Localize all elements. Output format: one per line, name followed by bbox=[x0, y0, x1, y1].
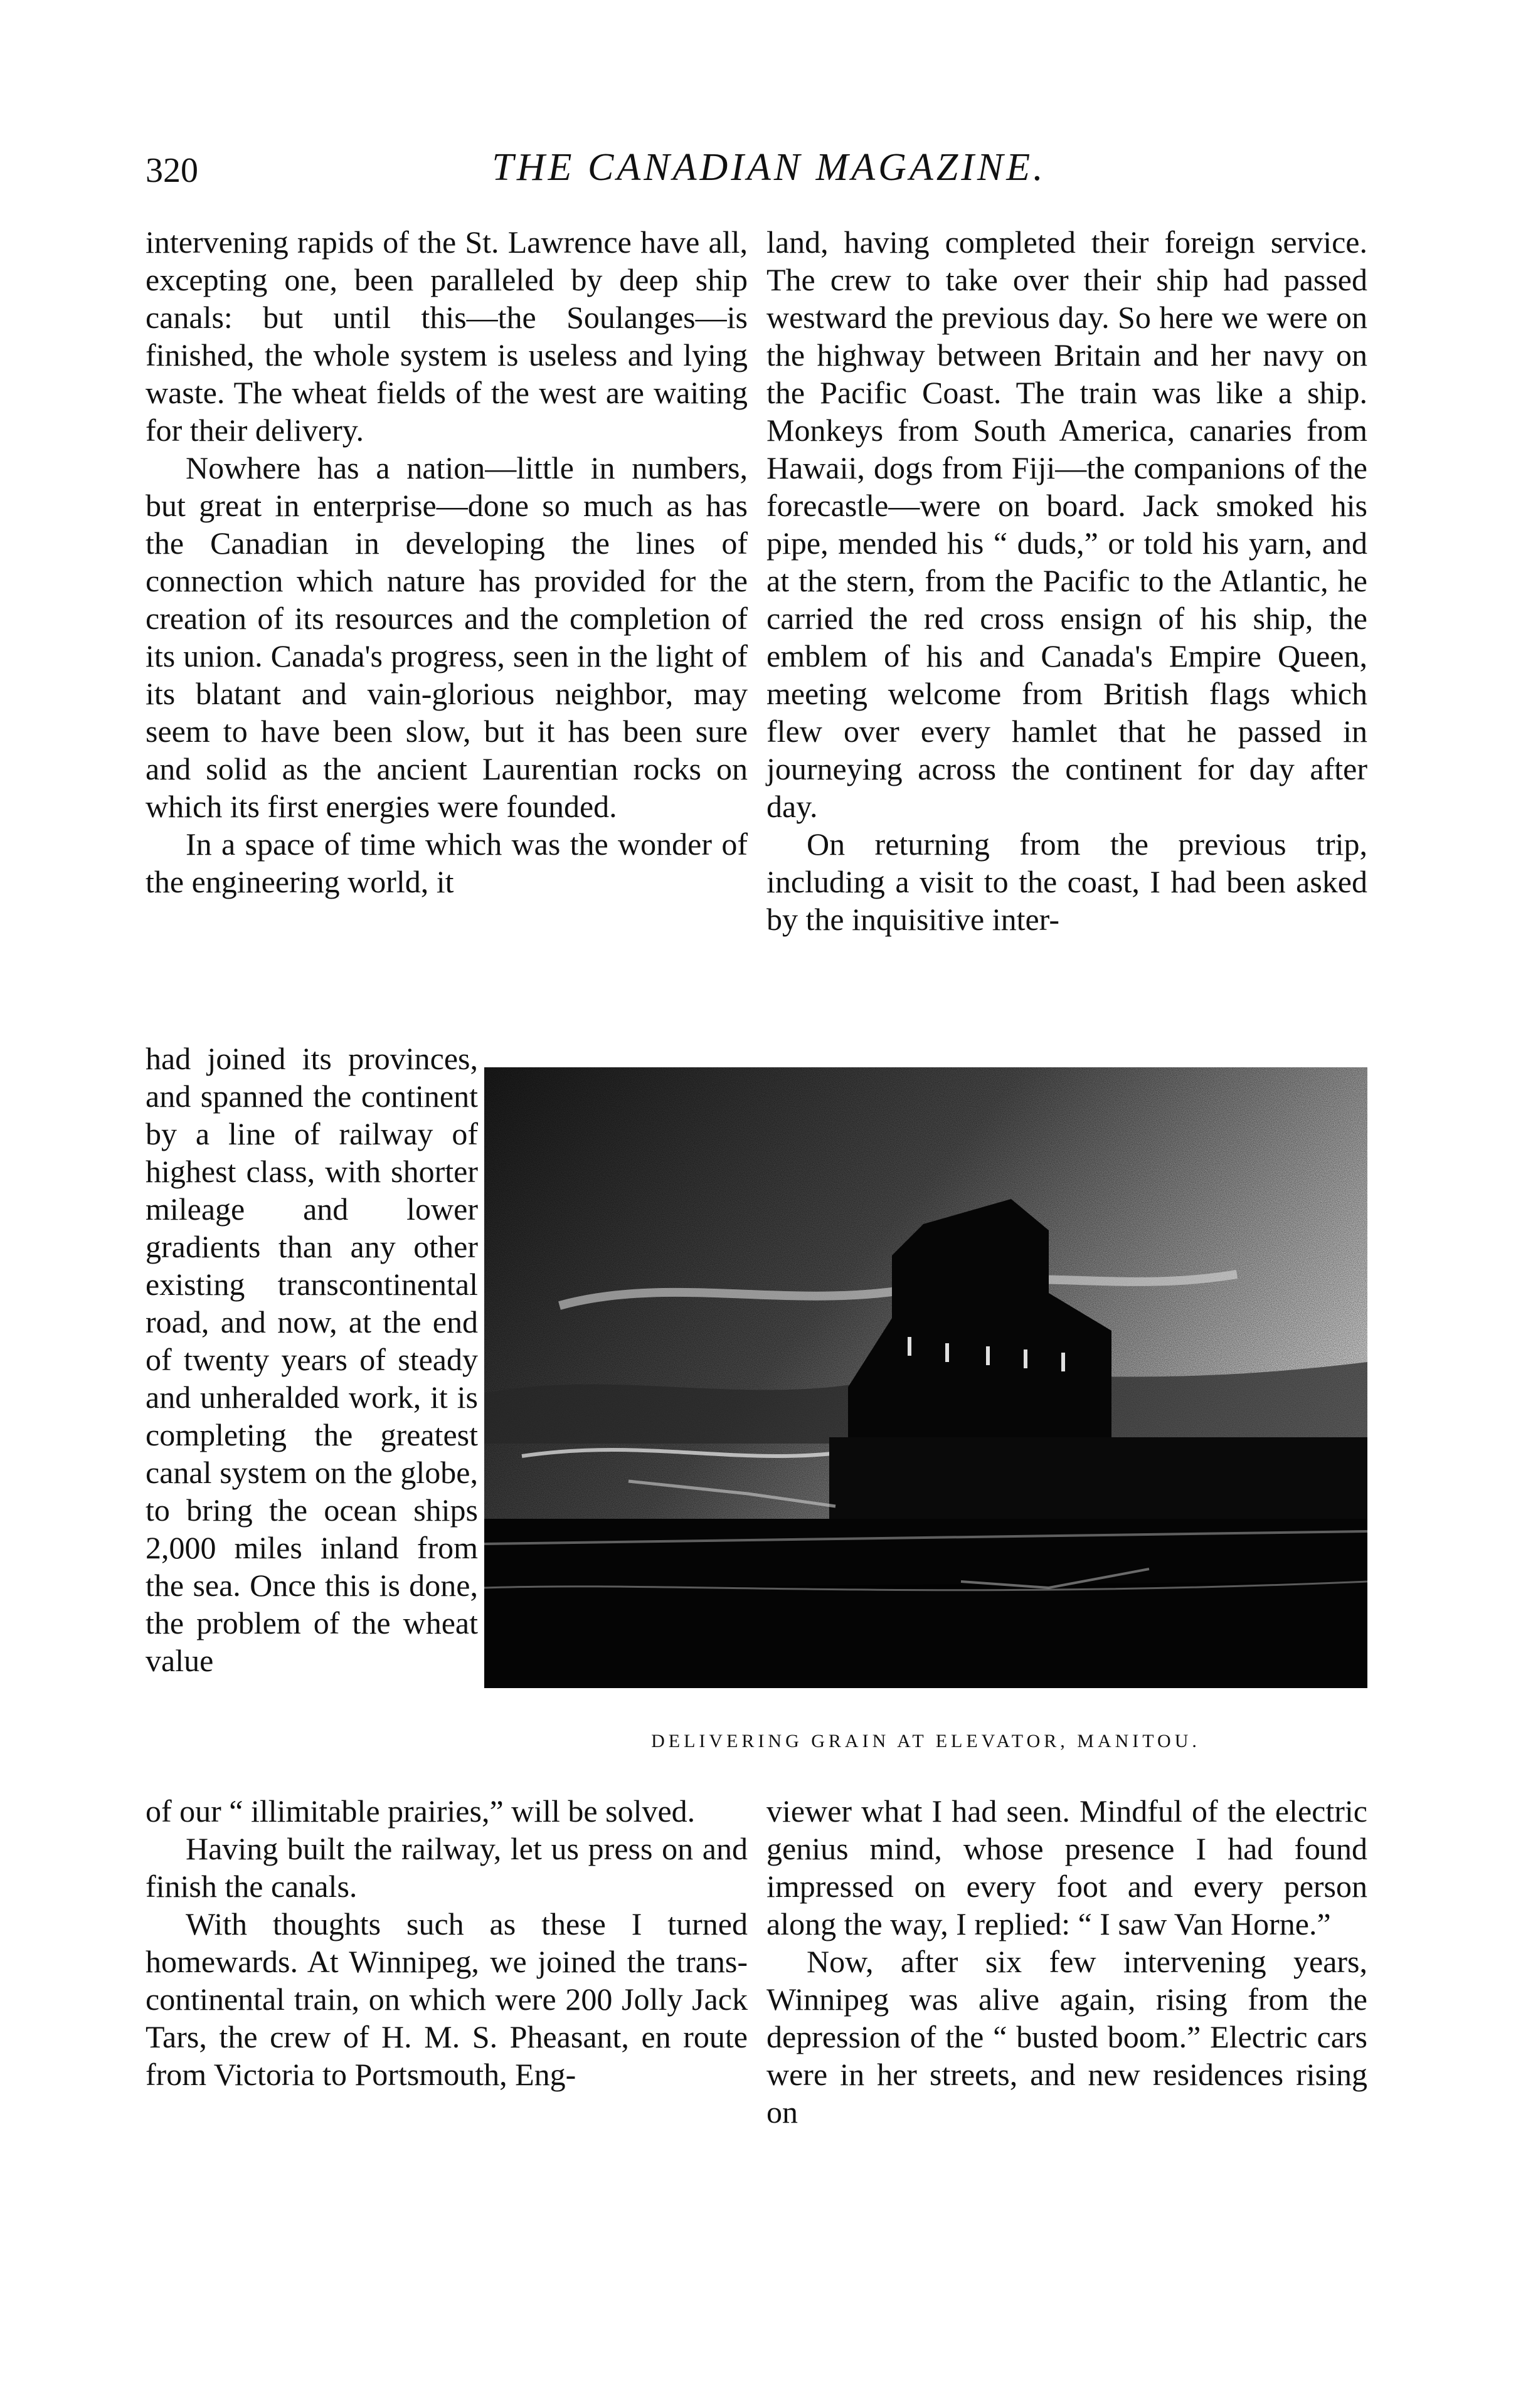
grain-elevator-photo bbox=[484, 1067, 1367, 1688]
left-column-bottom bbox=[146, 1792, 748, 2093]
paragraph: Nowhere has a nation—little in numbers, but great in enterprise—done so much as has the Canadian in developing the lines of connection which nature has provided for the creation of its resources and the completion of its union. Canada's progress, seen in the light of its blatant and vain-glorious neighbor, may seem to have been slow, but it has been sure and solid as the ancient Laurentian rocks on which its first energies were founded. bbox=[146, 450, 748, 824]
paragraph: In a space of time which was the wonder of the engineering world, it bbox=[146, 826, 748, 899]
paragraph: Having built the railway, let us press on and finish the canals. bbox=[146, 1831, 748, 1904]
paragraph: viewer what I had seen. Mindful of the electric genius mind, whose presence I had found impressed on every foot and every person along the way, I replied: “ I saw Van Horne.” bbox=[766, 1793, 1367, 1941]
right-column-top bbox=[766, 223, 1367, 938]
left-column-top bbox=[146, 223, 748, 900]
paragraph: On returning from the previous trip, including a visit to the coast, I had been asked by the inquisitive inter- bbox=[766, 826, 1367, 937]
paragraph: land, having completed their foreign service. The crew to take over their ship had passed westward the previous day. So here we were on the highway between Britain and her navy on the Pacific Coast. The train was like a ship. Monkeys from South America, canaries from Hawaii, dogs from Fiji—the companions of the forecastle—were on board. Jack smoked his pipe, mended his “ duds,” or told his yarn, and at the stern, from the Pacific to the Atlantic, he carried the red cross ensign of his ship, the emblem of his and Canada's Empire Queen, meeting welcome from British flags which flew over every hamlet that he passed in journeying across the continent for day after day. bbox=[766, 224, 1367, 824]
right-column-bottom bbox=[766, 1792, 1367, 2131]
paragraph: Now, after six few intervening years, Winnipeg was alive again, rising from the depression of the “ busted boom.” Electric cars were in her streets, and new residences rising on bbox=[766, 1944, 1367, 2130]
figure-caption: DELIVERING GRAIN AT ELEVATOR, MANITOU. bbox=[651, 1731, 1201, 1751]
running-head: THE CANADIAN MAGAZINE. bbox=[492, 146, 1046, 189]
page-number: 320 bbox=[146, 151, 198, 190]
paragraph: had joined its provinces, and spanned the continent by a line of railway of highest class, with shorter mileage and lower gradients than any other existing transcontinental road, and now, at the end of twenty years of steady and unheralded work, it is completing the greatest canal system on the globe, to bring the ocean ships 2,000 miles inland from the sea. Once this is done, the problem of the wheat value bbox=[146, 1041, 478, 1678]
paragraph: intervening rapids of the St. Lawrence have all, excepting one, been paralleled by deep ship canals: but until this—the Soulanges—is finished, the whole system is useless and lying waste. The wheat fields of the west are waiting for their delivery. bbox=[146, 224, 748, 448]
left-column-narrow bbox=[146, 1040, 478, 1679]
paragraph: With thoughts such as these I turned homewards. At Winnipeg, we joined the trans-continental train, on which were 200 Jolly Jack Tars, the crew of H. M. S. Pheasant, en route from Victoria to Portsmouth, Eng- bbox=[146, 1906, 748, 2092]
paragraph: of our “ illimitable prairies,” will be solved. bbox=[146, 1793, 696, 1829]
